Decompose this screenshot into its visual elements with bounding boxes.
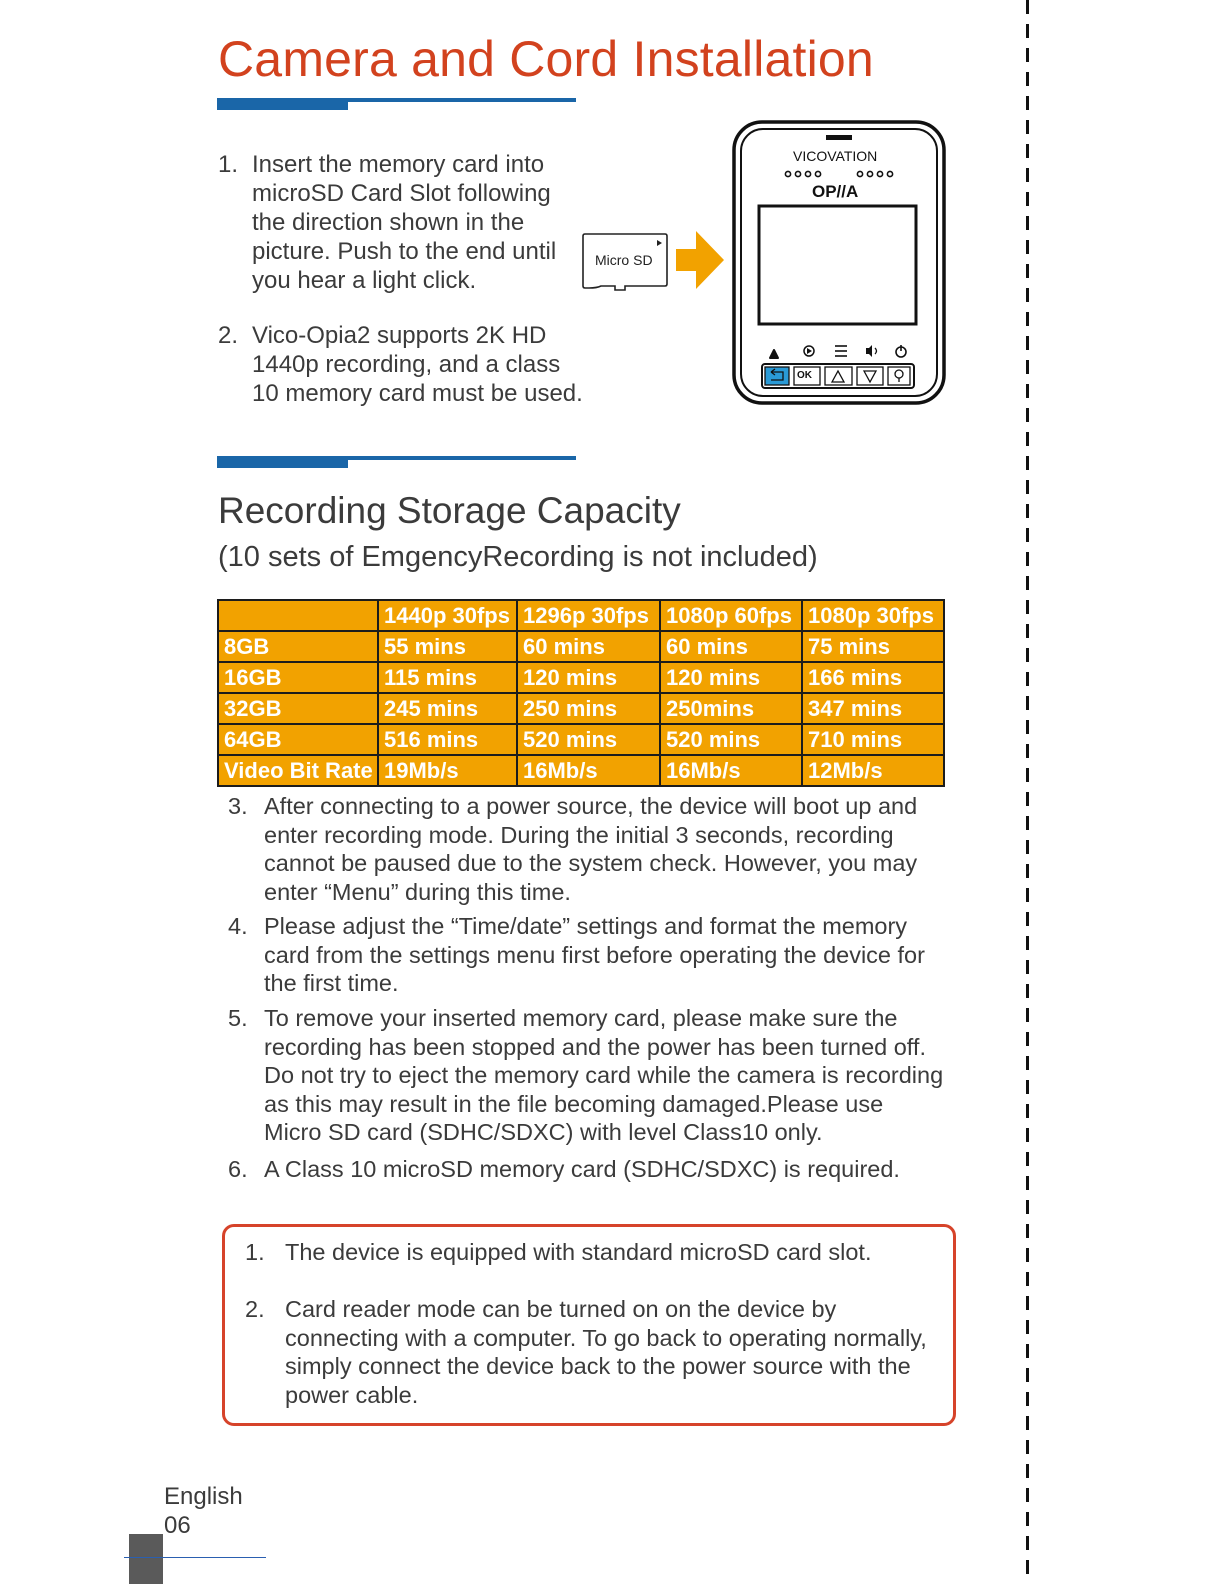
footer-tab-marker xyxy=(129,1534,163,1584)
note-line: connecting with a computer. To go back to operating normally, xyxy=(285,1324,927,1351)
step-line: the first time. xyxy=(264,970,399,996)
table-header-row xyxy=(218,600,944,631)
step-line: as this may result in the file becoming damaged.Please use xyxy=(264,1090,884,1117)
section-divider-accent xyxy=(217,458,348,468)
install-step-2 xyxy=(218,321,598,411)
step-line: picture. Push to the end until xyxy=(252,238,557,265)
table-cell: 75 mins xyxy=(802,631,944,662)
step-line: 1440p recording, and a class xyxy=(252,351,561,378)
table-row xyxy=(218,631,944,662)
step-line: Insert the memory card into xyxy=(252,151,545,178)
note-line: power cable. xyxy=(285,1381,419,1408)
table-cell: 520 mins xyxy=(517,724,660,755)
brand-logo: VICOVATION xyxy=(793,148,878,164)
table-cell: 250mins xyxy=(660,693,802,724)
table-cell: 55 mins xyxy=(378,631,517,662)
step-number: 5. xyxy=(228,1005,248,1031)
step-text xyxy=(252,150,556,295)
step-line: microSD Card Slot following xyxy=(252,180,551,207)
table-cell: 166 mins xyxy=(802,662,944,693)
step-text xyxy=(264,1155,900,1184)
table-cell: 64GB xyxy=(218,724,378,755)
step-line: Vico-Opia2 supports 2K HD xyxy=(252,322,547,349)
table-cell: 115 mins xyxy=(378,662,517,693)
instruction-step-6 xyxy=(228,1155,988,1185)
table-cell: 347 mins xyxy=(802,693,944,724)
table-header-cell: 1296p 30fps xyxy=(517,600,660,631)
page-title: Camera and Cord Installation xyxy=(218,31,874,87)
note-text xyxy=(285,1295,927,1409)
step-number: 4. xyxy=(228,913,248,939)
note-item-2 xyxy=(245,1295,945,1411)
instruction-step-5 xyxy=(228,1004,988,1150)
step-line: enter recording mode. During the initial 3 seconds, recording xyxy=(264,821,894,848)
footer-page-number: 06 xyxy=(164,1512,191,1539)
title-underline-accent xyxy=(217,100,348,110)
arrow-right-icon xyxy=(674,229,726,291)
table-cell: 245 mins xyxy=(378,693,517,724)
model-logo: OP//A xyxy=(812,182,859,201)
table-cell: 710 mins xyxy=(802,724,944,755)
note-text xyxy=(285,1238,871,1267)
note-line: simply connect the device back to the power source with the xyxy=(285,1353,911,1379)
step-line: Micro SD card (SDHC/SDXC) with level Class10 only. xyxy=(264,1119,823,1145)
step-line: Do not try to eject the memory card while the camera is recording xyxy=(264,1062,944,1088)
step-line: you hear a light click. xyxy=(252,267,477,294)
step-line: To remove your inserted memory card, please make sure the xyxy=(264,1005,898,1031)
step-number: 1. xyxy=(218,151,239,178)
step-line: cannot be paused due to the system check. However, you may xyxy=(264,850,918,876)
table-cell: 32GB xyxy=(218,693,378,724)
step-text xyxy=(264,1004,943,1147)
step-text xyxy=(264,912,925,998)
table-cell: 120 mins xyxy=(660,662,802,693)
micro-sd-card-illustration xyxy=(581,232,669,292)
section-title: Recording Storage Capacity xyxy=(218,490,681,531)
table-cell: 19Mb/s xyxy=(378,755,517,786)
note-number: 2. xyxy=(245,1296,265,1322)
table-header-cell: 1080p 30fps xyxy=(802,600,944,631)
dashed-cut-line xyxy=(1026,0,1029,1584)
table-row xyxy=(218,724,944,755)
step-line: 10 memory card must be used. xyxy=(252,380,583,407)
step-line: After connecting to a power source, the device will boot up and xyxy=(264,793,918,819)
footer-underline xyxy=(124,1557,266,1558)
table-cell: 120 mins xyxy=(517,662,660,693)
step-number: 6. xyxy=(228,1156,248,1182)
section-subtitle: (10 sets of EmgencyRecording is not included) xyxy=(218,541,818,573)
sd-card-label: Micro SD xyxy=(595,252,653,268)
table-cell: 16Mb/s xyxy=(517,755,660,786)
note-item-1 xyxy=(245,1238,945,1268)
step-line: enter “Menu” during this time. xyxy=(264,878,571,905)
footer-language: English xyxy=(164,1483,243,1510)
table-cell: 516 mins xyxy=(378,724,517,755)
table-cell: 60 mins xyxy=(660,631,802,662)
step-text xyxy=(264,792,917,906)
table-cell: 12Mb/s xyxy=(802,755,944,786)
table-header-cell: 1080p 60fps xyxy=(660,600,802,631)
table-cell: 16GB xyxy=(218,662,378,693)
table-cell: 250 mins xyxy=(517,693,660,724)
step-line: A Class 10 microSD memory card (SDHC/SDXC) is required. xyxy=(264,1156,900,1182)
step-number: 2. xyxy=(218,322,239,349)
step-line: Please adjust the “Time/date” settings and format the memory xyxy=(264,913,908,939)
table-cell: 8GB xyxy=(218,631,378,662)
step-number: 3. xyxy=(228,793,248,819)
install-step-1 xyxy=(218,150,578,295)
table-header-cell: 1440p 30fps xyxy=(378,600,517,631)
table-row xyxy=(218,693,944,724)
dashcam-illustration xyxy=(732,120,946,406)
step-line: card from the settings menu first before operating the device for xyxy=(264,941,925,968)
table-cell: 60 mins xyxy=(517,631,660,662)
table-cell: 520 mins xyxy=(660,724,802,755)
instruction-step-4 xyxy=(228,912,988,1000)
step-line: the direction shown in the xyxy=(252,209,525,236)
table-header-cell xyxy=(218,600,378,631)
step-text xyxy=(252,321,583,408)
note-number: 1. xyxy=(245,1239,265,1265)
table-cell: Video Bit Rate xyxy=(218,755,378,786)
table-row xyxy=(218,662,944,693)
capacity-table xyxy=(217,599,945,787)
note-line: The device is equipped with standard microSD card slot. xyxy=(285,1239,872,1265)
instruction-step-3 xyxy=(228,792,988,908)
table-cell: 16Mb/s xyxy=(660,755,802,786)
ok-button-label: OK xyxy=(797,370,812,381)
table-row xyxy=(218,755,944,786)
note-line: Card reader mode can be turned on on the device by xyxy=(285,1296,837,1322)
step-line: recording has been stopped and the power has been turned off. xyxy=(264,1033,926,1060)
